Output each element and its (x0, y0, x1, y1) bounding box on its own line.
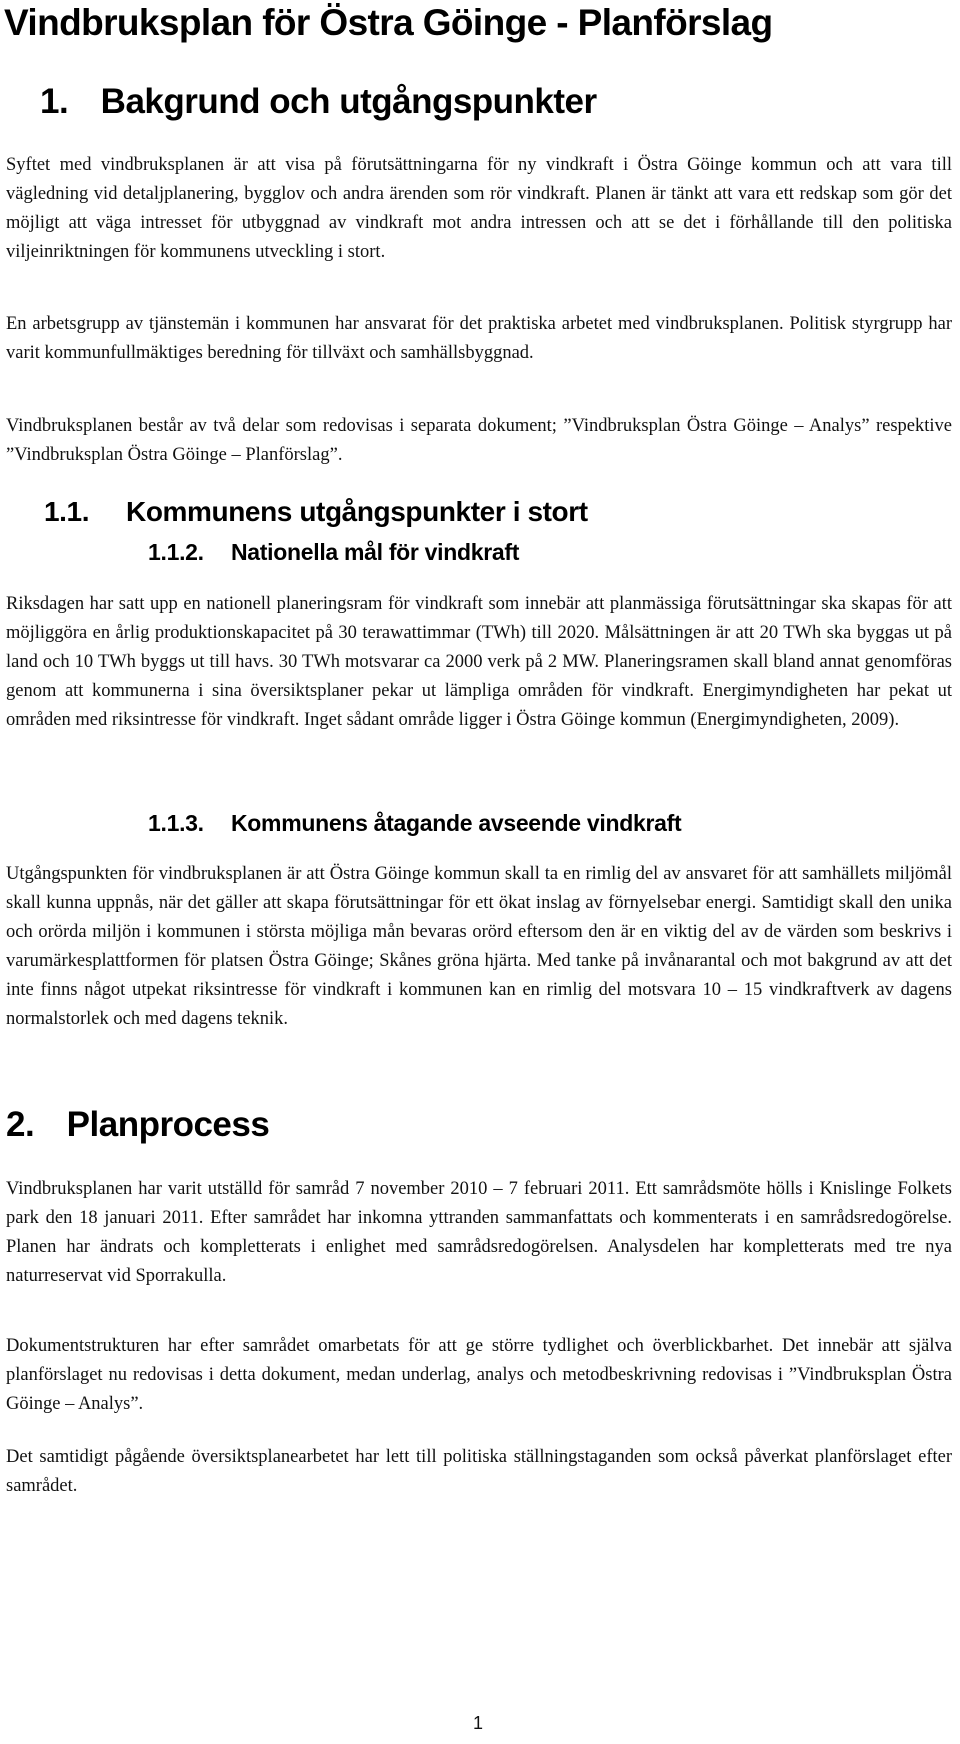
section-number: 1. (40, 82, 69, 121)
paragraph: Dokumentstrukturen har efter samrådet omarbetats för att ge större tydlighet och överblickbarhet. Det innebär att själva planförslaget nu redovisas i detta dokument, medan underlag, analys och metodbeskrivning redovisas i ”Vindbruksplan Östra Göinge – Analys”. (6, 1336, 952, 1414)
page-number: 1 (473, 1713, 484, 1733)
section-1-1-heading (44, 496, 588, 528)
paragraph: Vindbruksplanen har varit utställd för samråd 7 november 2010 – 7 februari 2011. Ett samrådsmöte hölls i Knislinge Folkets park den 18 januari 2011. Efter samrådet har inkomna yttranden sammanfattats och kommenterats i en samrådsredogörelse. Planen har ändrats och kompletterats i enlighet med samrådsredogörelsen. Analysdelen har kompletterats med tre nya naturreservat vid Sporrakulla. (6, 1179, 952, 1286)
paragraph: Riksdagen har satt upp en nationell planeringsram för vindkraft som innebär att planmässiga förutsättningar ska skapas för att möjliggöra en årlig produktionskapacitet på 30 terawattimmar (TWh) till 2020. Målsättningen är att 20 TWh ska byggas ut på land och 10 TWh byggs ut till havs. 30 TWh motsvarar ca 2000 verk på 2 MW. Planeringsramen skall bland annat genomföras genom att kommunerna i sina översiktsplaner pekar ut lämpliga områden för vindkraft. Energimyndigheten har pekat ut områden med riksintresse för vindkraft. Inget sådant område ligger i Östra Göinge kommun (Energimyndigheten, 2009). (6, 594, 952, 730)
section-number: 1.1. (44, 496, 90, 527)
section-title: Nationella mål för vindkraft (231, 539, 520, 565)
section-number: 1.1.3. (148, 810, 204, 836)
section-number: 2. (6, 1105, 35, 1144)
paragraph: Syftet med vindbruksplanen är att visa på förutsättningarna för ny vindkraft i Östra Göinge kommun och att vara till vägledning vid detaljplanering, bygglov och andra ärenden som rör vindkraft. Planen är tänkt att vara ett redskap som gör det möjligt att väga intresset för utbyggnad av vindkraft mot andra intressen och att se det i förhållande till den politiska viljeinriktningen för kommunens utveckling i stort. (6, 155, 952, 262)
section-title: Kommunens utgångspunkter i stort (126, 496, 588, 527)
paragraph: En arbetsgrupp av tjänstemän i kommunen har ansvarat för det praktiska arbetet med vindbruksplanen. Politisk styrgrupp har varit kommunfullmäktiges beredning för tillväxt och samhällsbyggnad. (6, 314, 952, 363)
document-title: Vindbruksplan för Östra Göinge - Planförslag (4, 2, 773, 43)
paragraph: Utgångspunkten för vindbruksplanen är att Östra Göinge kommun skall ta en rimlig del av ansvaret för att samhällets miljömål skall kunna uppnås, när det gäller att skapa förutsättningar för ett ökat inslag av förnyelsebar energi. Samtidigt skall den unika och orörda miljön i kommunen i största möjliga mån bevaras orörd eftersom den är en viktig del av de värden som beskrivs i varumärkesplattformen för platsen Östra Göinge; Skånes gröna hjärta. Med tanke på invånarantal och mot bakgrund av att det inte finns något utpekat riksintresse för vindkraft i kommunen kan en rimlig del motsvara 10 – 15 vindkraftverk av dagens normalstorlek och med dagens teknik. (6, 864, 952, 1029)
section-title: Kommunens åtagande avseende vindkraft (231, 810, 682, 836)
section-1-1-3-heading (148, 810, 681, 837)
section-1-1-2-heading (148, 539, 519, 566)
section-1-heading (40, 82, 597, 122)
section-2-heading (6, 1105, 269, 1145)
section-title: Planprocess (66, 1105, 270, 1144)
paragraph: Vindbruksplanen består av två delar som redovisas i separata dokument; ”Vindbruksplan Östra Göinge – Analys” respektive ”Vindbruksplan Östra Göinge – Planförslag”. (6, 416, 952, 465)
section-number: 1.1.2. (148, 539, 204, 565)
paragraph: Det samtidigt pågående översiktsplanearbetet har lett till politiska ställningstaganden som också påverkat planförslaget efter samrådet. (6, 1447, 952, 1496)
section-title: Bakgrund och utgångspunkter (100, 82, 597, 121)
